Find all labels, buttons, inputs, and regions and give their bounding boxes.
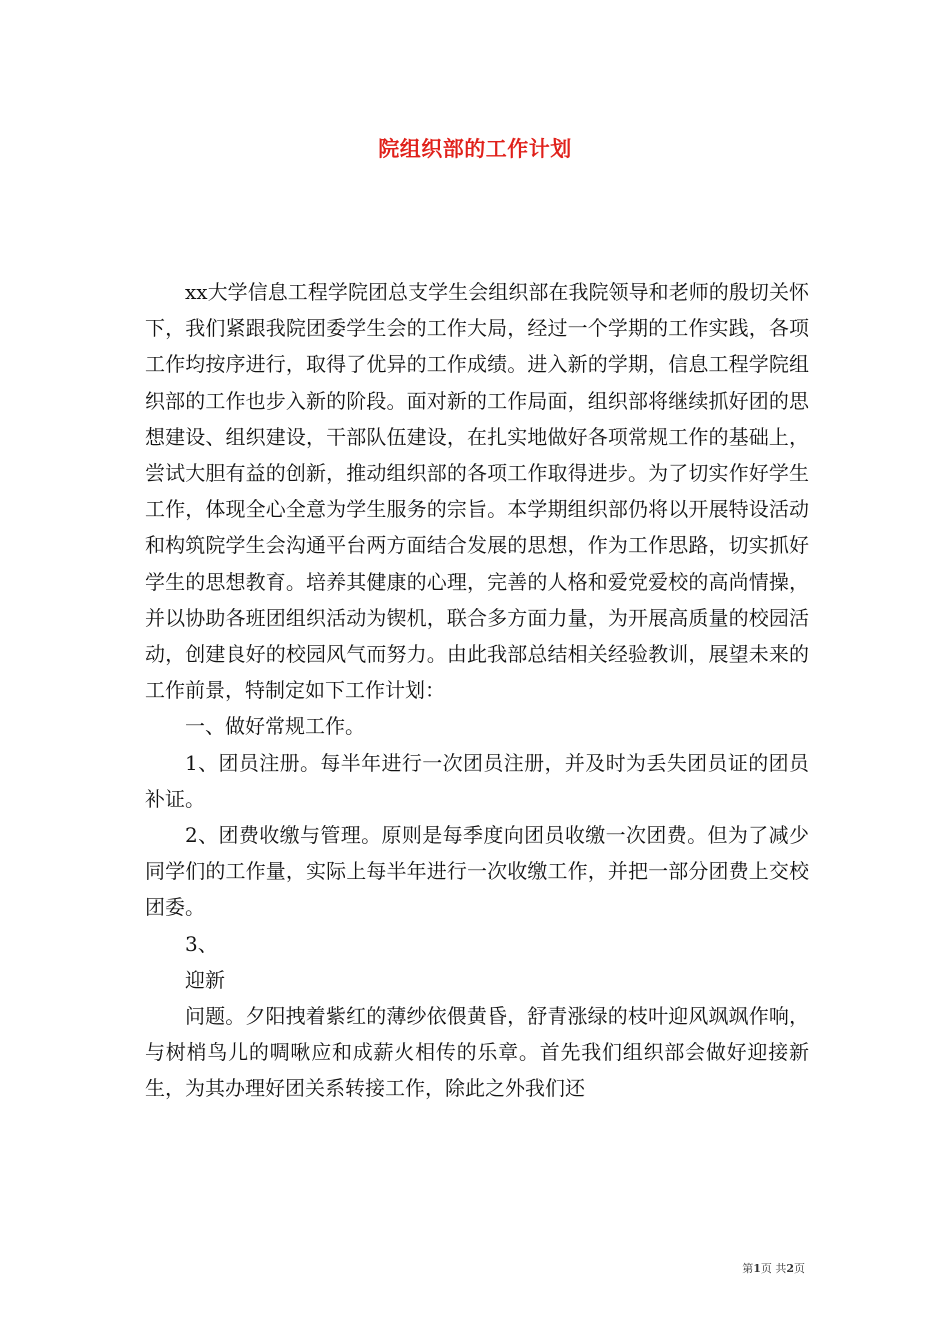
footer-total-pages: 2 xyxy=(786,1262,794,1275)
document-body xyxy=(145,274,809,1107)
document-title: 院组织部的工作计划 xyxy=(378,136,572,161)
item-number-3: 3、 xyxy=(185,931,218,956)
footer-prefix: 第 xyxy=(742,1262,754,1275)
page-number-footer xyxy=(742,1262,805,1276)
item-paragraph-3: 问题。夕阳拽着紫红的薄纱依偎黄昏，舒青涨绿的枝叶迎风飒飒作响，与树梢鸟儿的啁啾应和成薪火相传的乐章。首先我们组织部会做好迎接新生，为其办理好团关系转接工作，除此之外我们还 xyxy=(145,1004,809,1101)
footer-suffix: 页 xyxy=(794,1262,805,1275)
intro-paragraph: xx大学信息工程学院团总支学生会组织部在我院领导和老师的殷切关怀下，我们紧跟我院团委学生会的工作大局，经过一个学期的工作实践，各项工作均按序进行，取得了优异的工作成绩。进入新的学期，信息工程学院组织部的工作也步入新的阶段。面对新的工作局面，组织部将继续抓好团的思想建设、组织建设，干部队伍建设，在扎实地做好各项常规工作的基础上，尝试大胆有益的创新，推动组织部的各项工作取得进步。为了切实作好学生工作，体现全心全意为学生服务的宗旨。本学期组织部仍将以开展特设活动和构筑院学生会沟通平台两方面结合发展的思想，作为工作思路，切实抓好学生的思想教育。培养其健康的心理，完善的人格和爱党爱校的高尚情操，并以协助各班团组织活动为锲机，联合多方面力量，为开展高质量的校园活动，创建良好的校园风气而努力。由此我部总结相关经验教训，展望未来的工作前景，特制定如下工作计划： xyxy=(145,280,809,703)
item-paragraph-2: 2、团费收缴与管理。原则是每季度向团员收缴一次团费。但为了减少同学们的工作量，实际上每半年进行一次收缴工作，并把一部分团费上交校团委。 xyxy=(145,823,809,920)
footer-middle: 页 共 xyxy=(760,1262,787,1275)
item-paragraph-1: 1、团员注册。每半年进行一次团员注册，并及时为丢失团员证的团员补证。 xyxy=(145,750,809,811)
footer-current-page: 1 xyxy=(753,1262,761,1275)
item-heading-3: 迎新 xyxy=(185,967,225,992)
section-heading-1: 一、做好常规工作。 xyxy=(185,714,365,739)
